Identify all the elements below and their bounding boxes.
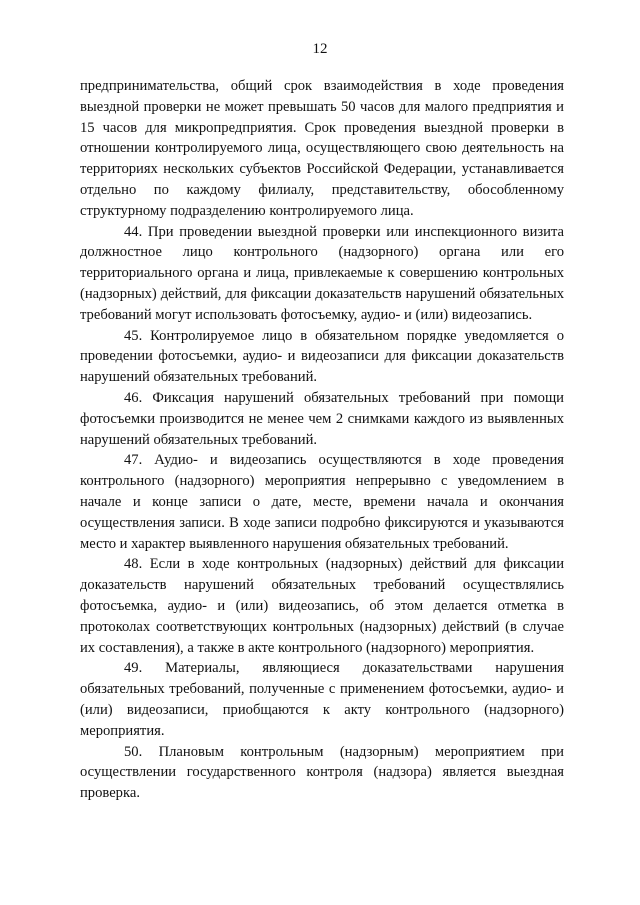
paragraph-47: 47. Аудио- и видеозапись осуществляются в ходе проведения контрольного (надзорного) мероприятия непрерывно с уведомлением в начале и конце записи о дате, месте, времени начала и окончания осуществления записи. В ходе записи подробно фиксируются и указываются место и характер выявленного нарушения обязательных требований. [80,452,564,552]
paragraph-44: 44. При проведении выездной проверки или инспекционного визита должностное лицо контрольного (надзорного) органа или его территориального органа и лица, привлекаемые к совершению контрольных (надзорных) действий, для фиксации доказательств нарушений обязательных требований могут использовать фотосъемку, аудио- и (или) видеозапись. [80,223,564,323]
page-number: 12 [312,41,328,57]
paragraph-46: 46. Фиксация нарушений обязательных требований при помощи фотосъемки производится не менее чем 2 снимками каждого из выявленных нарушений обязательных требований. [80,389,564,448]
document-body [80,76,564,804]
paragraph-continuation: предпринимательства, общий срок взаимодействия в ходе проведения выездной проверки не может превышать 50 часов для малого предприятия и 15 часов для микропредприятия. Срок проведения выездной проверки в отношении контролируемого лица, осуществляющего свою деятельность на территориях нескольких субъектов Российской Федерации, устанавливается отдельно по каждому филиалу, представительству, обособленному структурному подразделению контролируемого лица. [80,78,564,219]
paragraph-45: 45. Контролируемое лицо в обязательном порядке уведомляется о проведении фотосъемки, аудио- и видеозаписи для фиксации доказательств нарушений обязательных требований. [80,327,564,386]
paragraph-50: 50. Плановым контрольным (надзорным) мероприятием при осуществлении государственного контроля (надзора) является выездная проверка. [80,743,564,802]
paragraph-49: 49. Материалы, являющиеся доказательствами нарушения обязательных требований, полученные с применением фотосъемки, аудио- и (или) видеозаписи, приобщаются к акту контрольного (надзорного) мероприятия. [80,660,564,739]
paragraph-48: 48. Если в ходе контрольных (надзорных) действий для фиксации доказательств нарушений обязательных требований осуществлялись фотосъемка, аудио- и (или) видеозапись, об этом делается отметка в протоколах соответствующих контрольных (надзорных) действий (в случае их составления), а также в акте контрольного (надзорного) мероприятия. [80,556,564,656]
